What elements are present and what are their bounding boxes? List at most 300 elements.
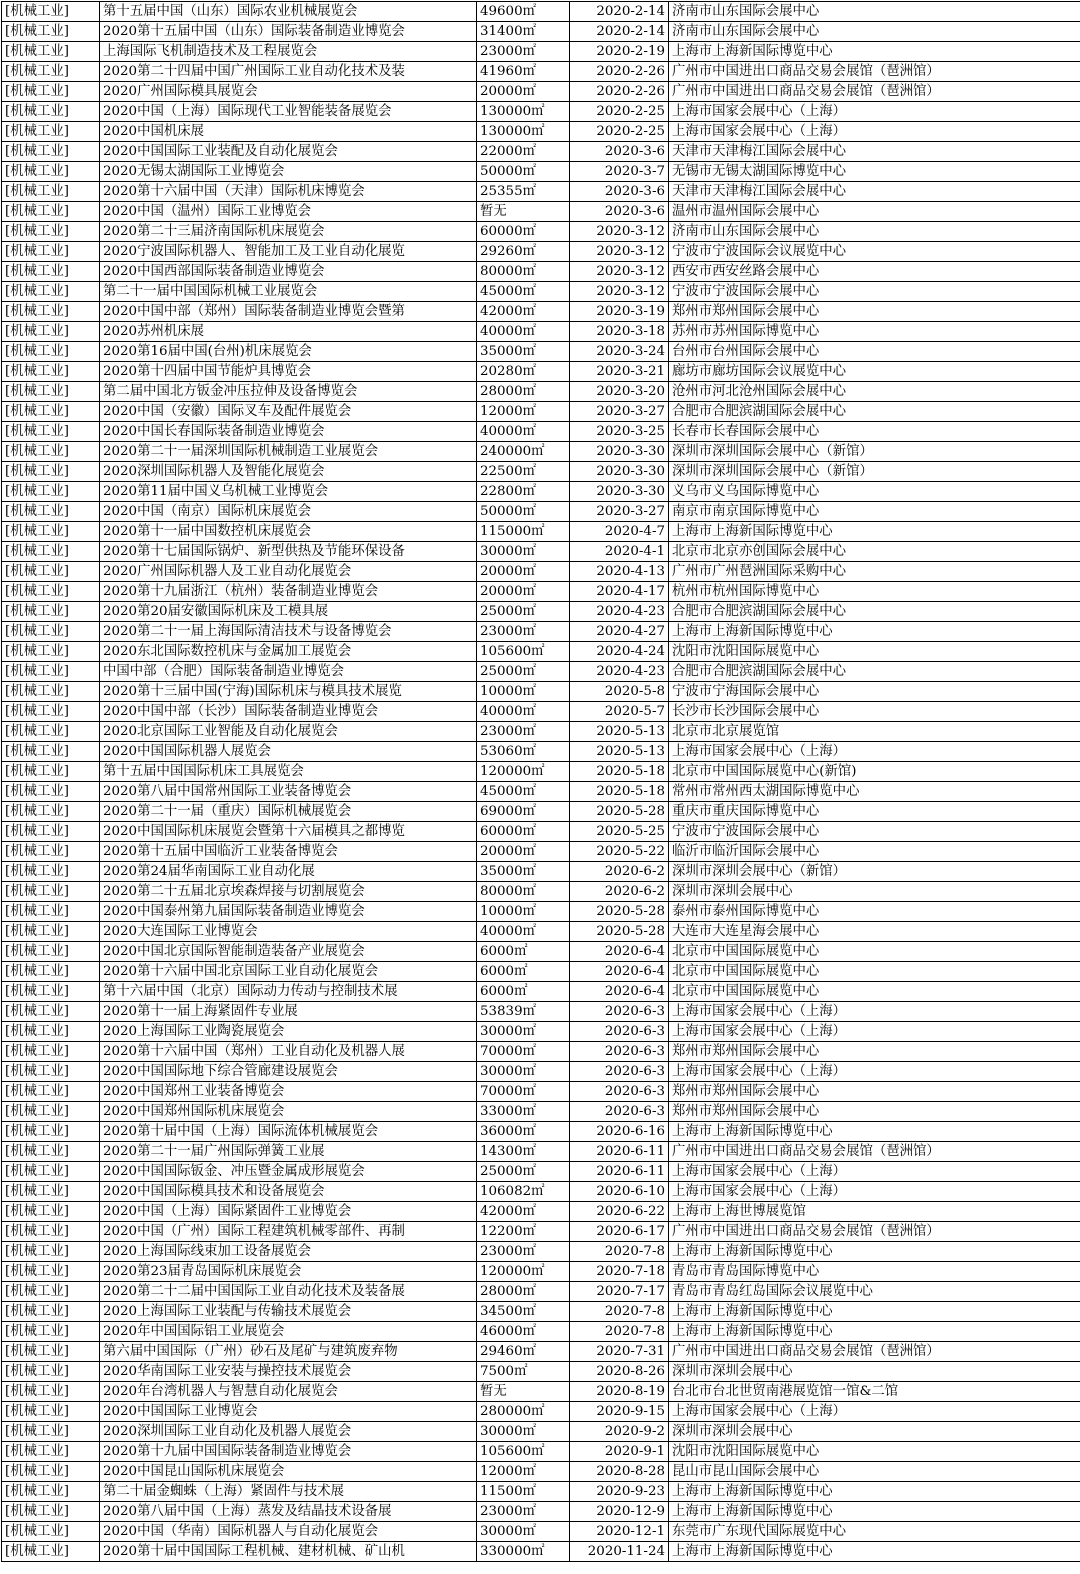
exhibition-name-cell: 2020无锡太湖国际工业博览会 (100, 162, 477, 182)
venue-cell: 广州市中国进出口商品交易会展馆（琶洲馆） (669, 1342, 1080, 1362)
venue-cell: 上海市上海新国际博览中心 (669, 622, 1080, 642)
date-cell: 2020-6-17 (570, 1222, 669, 1242)
date-cell: 2020-5-18 (570, 782, 669, 802)
venue-cell: 杭州市杭州国际博览中心 (669, 582, 1080, 602)
exhibition-name-cell: 2020第十七届国际锅炉、新型供热及节能环保设备 (100, 542, 477, 562)
category-cell: [机械工业] (2, 322, 100, 342)
exhibition-name-cell: 2020中国国际地下综合管廊建设展览会 (100, 1062, 477, 1082)
category-cell: [机械工业] (2, 1462, 100, 1482)
exhibition-name-cell: 2020中国机床展 (100, 122, 477, 142)
area-cell: 45000㎡ (477, 782, 570, 802)
category-cell: [机械工业] (2, 842, 100, 862)
table-row (2, 42, 1080, 62)
venue-cell: 广州市中国进出口商品交易会展馆（琶洲馆） (669, 82, 1080, 102)
venue-cell: 上海市国家会展中心（上海） (669, 1022, 1080, 1042)
date-cell: 2020-5-22 (570, 842, 669, 862)
venue-cell: 青岛市青岛红岛国际会议展览中心 (669, 1282, 1080, 1302)
venue-cell: 北京市北京亦创国际会展中心 (669, 542, 1080, 562)
category-cell: [机械工业] (2, 142, 100, 162)
area-cell: 12200㎡ (477, 1222, 570, 1242)
date-cell: 2020-6-11 (570, 1142, 669, 1162)
area-cell: 20000㎡ (477, 582, 570, 602)
category-cell: [机械工业] (2, 1542, 100, 1562)
area-cell: 330000㎡ (477, 1542, 570, 1562)
venue-cell: 深圳市深圳会展中心 (669, 1422, 1080, 1442)
category-cell: [机械工业] (2, 662, 100, 682)
category-cell: [机械工业] (2, 1382, 100, 1402)
exhibition-name-cell: 2020深圳国际工业自动化及机器人展览会 (100, 1422, 477, 1442)
date-cell: 2020-6-2 (570, 862, 669, 882)
table-row (2, 502, 1080, 522)
table-row (2, 842, 1080, 862)
table-row (2, 2, 1080, 22)
venue-cell: 深圳市深圳会展中心 (669, 1362, 1080, 1382)
table-row (2, 922, 1080, 942)
area-cell: 25355㎡ (477, 182, 570, 202)
category-cell: [机械工业] (2, 1302, 100, 1322)
area-cell: 33000㎡ (477, 1102, 570, 1122)
venue-cell: 义乌市义乌国际博览中心 (669, 482, 1080, 502)
area-cell: 23000㎡ (477, 722, 570, 742)
exhibition-name-cell: 2020第十一届中国数控机床展览会 (100, 522, 477, 542)
date-cell: 2020-4-7 (570, 522, 669, 542)
table-row (2, 1222, 1080, 1242)
area-cell: 23000㎡ (477, 1502, 570, 1522)
venue-cell: 天津市天津梅江国际会展中心 (669, 182, 1080, 202)
date-cell: 2020-2-25 (570, 122, 669, 142)
category-cell: [机械工业] (2, 1122, 100, 1142)
venue-cell: 上海市国家会展中心（上海） (669, 1182, 1080, 1202)
exhibition-name-cell: 2020中国国际机床展览会暨第十六届模具之都博览 (100, 822, 477, 842)
venue-cell: 长春市长春国际会展中心 (669, 422, 1080, 442)
venue-cell: 廊坊市廊坊国际会议展览中心 (669, 362, 1080, 382)
category-cell: [机械工业] (2, 602, 100, 622)
category-cell: [机械工业] (2, 882, 100, 902)
table-row (2, 202, 1080, 222)
date-cell: 2020-5-13 (570, 742, 669, 762)
area-cell: 14300㎡ (477, 1142, 570, 1162)
area-cell: 31400㎡ (477, 22, 570, 42)
date-cell: 2020-3-25 (570, 422, 669, 442)
exhibition-name-cell: 2020中国昆山国际机床展览会 (100, 1462, 477, 1482)
category-cell: [机械工业] (2, 1182, 100, 1202)
area-cell: 7500㎡ (477, 1362, 570, 1382)
table-row (2, 22, 1080, 42)
date-cell: 2020-8-19 (570, 1382, 669, 1402)
date-cell: 2020-6-3 (570, 1102, 669, 1122)
venue-cell: 广州市中国进出口商品交易会展馆（琶洲馆） (669, 62, 1080, 82)
area-cell: 53060㎡ (477, 742, 570, 762)
category-cell: [机械工业] (2, 1142, 100, 1162)
date-cell: 2020-6-22 (570, 1202, 669, 1222)
date-cell: 2020-5-13 (570, 722, 669, 742)
category-cell: [机械工业] (2, 822, 100, 842)
date-cell: 2020-4-24 (570, 642, 669, 662)
area-cell: 10000㎡ (477, 902, 570, 922)
date-cell: 2020-6-3 (570, 1082, 669, 1102)
date-cell: 2020-12-9 (570, 1502, 669, 1522)
venue-cell: 临沂市临沂国际会展中心 (669, 842, 1080, 862)
category-cell: [机械工业] (2, 2, 100, 22)
category-cell: [机械工业] (2, 722, 100, 742)
category-cell: [机械工业] (2, 442, 100, 462)
area-cell: 11500㎡ (477, 1482, 570, 1502)
area-cell: 106082㎡ (477, 1182, 570, 1202)
venue-cell: 上海市上海新国际博览中心 (669, 1122, 1080, 1142)
table-row (2, 342, 1080, 362)
table-row (2, 602, 1080, 622)
exhibition-name-cell: 2020第二十三届济南国际机床展览会 (100, 222, 477, 242)
date-cell: 2020-7-8 (570, 1242, 669, 1262)
exhibition-name-cell: 2020第八届中国常州国际工业装备博览会 (100, 782, 477, 802)
venue-cell: 泰州市泰州国际博览中心 (669, 902, 1080, 922)
exhibition-name-cell: 2020中国泰州第九届国际装备制造业博览会 (100, 902, 477, 922)
category-cell: [机械工业] (2, 522, 100, 542)
date-cell: 2020-2-14 (570, 22, 669, 42)
date-cell: 2020-3-30 (570, 482, 669, 502)
area-cell: 12000㎡ (477, 1462, 570, 1482)
venue-cell: 上海市上海新国际博览中心 (669, 522, 1080, 542)
category-cell: [机械工业] (2, 622, 100, 642)
table-row (2, 802, 1080, 822)
date-cell: 2020-3-18 (570, 322, 669, 342)
category-cell: [机械工业] (2, 942, 100, 962)
area-cell: 20280㎡ (477, 362, 570, 382)
exhibition-name-cell: 2020第十届中国（上海）国际流体机械展览会 (100, 1122, 477, 1142)
table-row (2, 762, 1080, 782)
area-cell: 53839㎡ (477, 1002, 570, 1022)
exhibition-name-cell: 2020第十六届中国（天津）国际机床博览会 (100, 182, 477, 202)
venue-cell: 青岛市青岛国际博览中心 (669, 1262, 1080, 1282)
area-cell: 120000㎡ (477, 762, 570, 782)
category-cell: [机械工业] (2, 582, 100, 602)
category-cell: [机械工业] (2, 482, 100, 502)
date-cell: 2020-4-27 (570, 622, 669, 642)
area-cell: 23000㎡ (477, 622, 570, 642)
category-cell: [机械工业] (2, 702, 100, 722)
venue-cell: 上海市上海新国际博览中心 (669, 42, 1080, 62)
category-cell: [机械工业] (2, 162, 100, 182)
exhibition-name-cell: 第十六届中国（北京）国际动力传动与控制技术展 (100, 982, 477, 1002)
exhibition-name-cell: 2020第24届华南国际工业自动化展 (100, 862, 477, 882)
category-cell: [机械工业] (2, 242, 100, 262)
category-cell: [机械工业] (2, 1102, 100, 1122)
venue-cell: 温州市温州国际会展中心 (669, 202, 1080, 222)
table-row (2, 702, 1080, 722)
exhibition-name-cell: 2020第十三届中国(宁海)国际机床与模具技术展览 (100, 682, 477, 702)
venue-cell: 沈阳市沈阳国际展览中心 (669, 1442, 1080, 1462)
exhibition-name-cell: 2020中国国际模具技术和设备展览会 (100, 1182, 477, 1202)
date-cell: 2020-3-19 (570, 302, 669, 322)
table-row (2, 242, 1080, 262)
exhibition-name-cell: 2020苏州机床展 (100, 322, 477, 342)
date-cell: 2020-5-28 (570, 922, 669, 942)
table-row (2, 1342, 1080, 1362)
area-cell: 30000㎡ (477, 1062, 570, 1082)
venue-cell: 上海市国家会展中心（上海） (669, 102, 1080, 122)
table-row (2, 1302, 1080, 1322)
date-cell: 2020-3-12 (570, 282, 669, 302)
venue-cell: 宁波市宁波国际会议展览中心 (669, 242, 1080, 262)
exhibition-name-cell: 第十五届中国（山东）国际农业机械展览会 (100, 2, 477, 22)
date-cell: 2020-6-4 (570, 962, 669, 982)
date-cell: 2020-5-28 (570, 902, 669, 922)
date-cell: 2020-3-6 (570, 202, 669, 222)
area-cell: 30000㎡ (477, 1422, 570, 1442)
table-row (2, 142, 1080, 162)
category-cell: [机械工业] (2, 902, 100, 922)
area-cell: 36000㎡ (477, 1122, 570, 1142)
category-cell: [机械工业] (2, 382, 100, 402)
date-cell: 2020-7-18 (570, 1262, 669, 1282)
exhibition-name-cell: 2020第二十二届中国国际工业自动化技术及装备展 (100, 1282, 477, 1302)
category-cell: [机械工业] (2, 802, 100, 822)
exhibition-name-cell: 2020中国中部（长沙）国际装备制造业博览会 (100, 702, 477, 722)
date-cell: 2020-3-24 (570, 342, 669, 362)
venue-cell: 沧州市河北沧州国际会展中心 (669, 382, 1080, 402)
category-cell: [机械工业] (2, 1082, 100, 1102)
category-cell: [机械工业] (2, 1062, 100, 1082)
date-cell: 2020-6-11 (570, 1162, 669, 1182)
area-cell: 34500㎡ (477, 1302, 570, 1322)
date-cell: 2020-6-10 (570, 1182, 669, 1202)
table-row (2, 1462, 1080, 1482)
exhibition-name-cell: 第二届中国北方钣金冲压拉伸及设备博览会 (100, 382, 477, 402)
venue-cell: 郑州市郑州国际会展中心 (669, 1042, 1080, 1062)
venue-cell: 天津市天津梅江国际会展中心 (669, 142, 1080, 162)
venue-cell: 深圳市深圳会展中心（新馆） (669, 862, 1080, 882)
venue-cell: 北京市中国国际展览中心 (669, 982, 1080, 1002)
area-cell: 60000㎡ (477, 222, 570, 242)
table-row (2, 582, 1080, 602)
date-cell: 2020-2-19 (570, 42, 669, 62)
exhibition-name-cell: 2020年中国国际铝工业展览会 (100, 1322, 477, 1342)
category-cell: [机械工业] (2, 302, 100, 322)
exhibition-name-cell: 2020中国郑州工业装备博览会 (100, 1082, 477, 1102)
category-cell: [机械工业] (2, 1022, 100, 1042)
area-cell: 50000㎡ (477, 162, 570, 182)
category-cell: [机械工业] (2, 1362, 100, 1382)
exhibition-table (1, 1, 1080, 1562)
category-cell: [机械工业] (2, 362, 100, 382)
exhibition-name-cell: 2020第十五届中国临沂工业装备博览会 (100, 842, 477, 862)
table-row (2, 1542, 1080, 1562)
area-cell: 22000㎡ (477, 142, 570, 162)
venue-cell: 上海市上海新国际博览中心 (669, 1542, 1080, 1562)
venue-cell: 深圳市深圳国际会展中心（新馆） (669, 442, 1080, 462)
table-row (2, 542, 1080, 562)
table-row (2, 1282, 1080, 1302)
table-row (2, 1482, 1080, 1502)
venue-cell: 广州市广州琶洲国际采购中心 (669, 562, 1080, 582)
area-cell: 42000㎡ (477, 302, 570, 322)
table-row (2, 1002, 1080, 1022)
date-cell: 2020-7-31 (570, 1342, 669, 1362)
exhibition-name-cell: 2020广州国际机器人及工业自动化展览会 (100, 562, 477, 582)
category-cell: [机械工业] (2, 1422, 100, 1442)
table-row (2, 962, 1080, 982)
venue-cell: 北京市中国国际展览中心 (669, 962, 1080, 982)
category-cell: [机械工业] (2, 122, 100, 142)
venue-cell: 深圳市深圳国际会展中心（新馆） (669, 462, 1080, 482)
category-cell: [机械工业] (2, 1502, 100, 1522)
table-row (2, 782, 1080, 802)
area-cell: 42000㎡ (477, 1202, 570, 1222)
exhibition-name-cell: 2020东北国际数控机床与金属加工展览会 (100, 642, 477, 662)
date-cell: 2020-3-20 (570, 382, 669, 402)
venue-cell: 郑州市郑州国际会展中心 (669, 302, 1080, 322)
area-cell: 25000㎡ (477, 1162, 570, 1182)
exhibition-name-cell: 中国中部（合肥）国际装备制造业博览会 (100, 662, 477, 682)
area-cell: 6000㎡ (477, 962, 570, 982)
date-cell: 2020-8-28 (570, 1462, 669, 1482)
venue-cell: 沈阳市沈阳国际展览中心 (669, 642, 1080, 662)
date-cell: 2020-7-17 (570, 1282, 669, 1302)
area-cell: 30000㎡ (477, 542, 570, 562)
category-cell: [机械工业] (2, 1482, 100, 1502)
category-cell: [机械工业] (2, 1402, 100, 1422)
venue-cell: 宁波市宁海国际会展中心 (669, 682, 1080, 702)
exhibition-name-cell: 2020中国国际机器人展览会 (100, 742, 477, 762)
exhibition-name-cell: 2020中国（广州）国际工程建筑机械零部件、再制 (100, 1222, 477, 1242)
category-cell: [机械工业] (2, 1342, 100, 1362)
venue-cell: 广州市中国进出口商品交易会展馆（琶洲馆） (669, 1222, 1080, 1242)
table-row (2, 1402, 1080, 1422)
exhibition-name-cell: 2020第十一届上海紧固件专业展 (100, 1002, 477, 1022)
exhibition-name-cell: 2020中国郑州国际机床展览会 (100, 1102, 477, 1122)
table-row (2, 362, 1080, 382)
venue-cell: 上海市国家会展中心（上海） (669, 1402, 1080, 1422)
exhibition-name-cell: 2020广州国际模具展览会 (100, 82, 477, 102)
area-cell: 20000㎡ (477, 562, 570, 582)
category-cell: [机械工业] (2, 862, 100, 882)
category-cell: [机械工业] (2, 262, 100, 282)
category-cell: [机械工业] (2, 542, 100, 562)
venue-cell: 苏州市苏州国际博览中心 (669, 322, 1080, 342)
date-cell: 2020-6-3 (570, 1002, 669, 1022)
area-cell: 12000㎡ (477, 402, 570, 422)
venue-cell: 广州市中国进出口商品交易会展馆（琶洲馆） (669, 1142, 1080, 1162)
area-cell: 23000㎡ (477, 1242, 570, 1262)
date-cell: 2020-9-15 (570, 1402, 669, 1422)
table-row (2, 422, 1080, 442)
exhibition-name-cell: 2020第二十四届中国广州国际工业自动化技术及装 (100, 62, 477, 82)
date-cell: 2020-3-27 (570, 502, 669, 522)
venue-cell: 宁波市宁波国际会展中心 (669, 822, 1080, 842)
category-cell: [机械工业] (2, 402, 100, 422)
exhibition-name-cell: 2020中国国际工业装配及自动化展览会 (100, 142, 477, 162)
table-row (2, 1442, 1080, 1462)
table-row (2, 862, 1080, 882)
venue-cell: 济南市山东国际会展中心 (669, 22, 1080, 42)
venue-cell: 大连市大连星海会展中心 (669, 922, 1080, 942)
table-row (2, 442, 1080, 462)
exhibition-name-cell: 2020第八届中国（上海）蒸发及结晶技术设备展 (100, 1502, 477, 1522)
category-cell: [机械工业] (2, 1222, 100, 1242)
area-cell: 46000㎡ (477, 1322, 570, 1342)
category-cell: [机械工业] (2, 1522, 100, 1542)
category-cell: [机械工业] (2, 1002, 100, 1022)
area-cell: 115000㎡ (477, 522, 570, 542)
category-cell: [机械工业] (2, 922, 100, 942)
exhibition-name-cell: 第二十一届中国国际机械工业展览会 (100, 282, 477, 302)
date-cell: 2020-9-2 (570, 1422, 669, 1442)
table-row (2, 622, 1080, 642)
venue-cell: 长沙市长沙国际会展中心 (669, 702, 1080, 722)
table-row (2, 302, 1080, 322)
area-cell: 105600㎡ (477, 1442, 570, 1462)
area-cell: 80000㎡ (477, 882, 570, 902)
category-cell: [机械工业] (2, 642, 100, 662)
table-row (2, 1382, 1080, 1402)
venue-cell: 上海市国家会展中心（上海） (669, 122, 1080, 142)
area-cell: 10000㎡ (477, 682, 570, 702)
venue-cell: 上海市国家会展中心（上海） (669, 1162, 1080, 1182)
area-cell: 60000㎡ (477, 822, 570, 842)
category-cell: [机械工业] (2, 422, 100, 442)
exhibition-name-cell: 2020中国（温州）国际工业博览会 (100, 202, 477, 222)
date-cell: 2020-3-7 (570, 162, 669, 182)
venue-cell: 上海市上海世博展览馆 (669, 1202, 1080, 1222)
table-row (2, 522, 1080, 542)
exhibition-name-cell: 2020中国长春国际装备制造业博览会 (100, 422, 477, 442)
area-cell: 35000㎡ (477, 342, 570, 362)
category-cell: [机械工业] (2, 1282, 100, 1302)
date-cell: 2020-6-3 (570, 1062, 669, 1082)
table-row (2, 1522, 1080, 1542)
category-cell: [机械工业] (2, 982, 100, 1002)
table-row (2, 642, 1080, 662)
table-row (2, 742, 1080, 762)
venue-cell: 无锡市无锡太湖国际博览中心 (669, 162, 1080, 182)
date-cell: 2020-6-3 (570, 1042, 669, 1062)
date-cell: 2020-11-24 (570, 1542, 669, 1562)
date-cell: 2020-6-4 (570, 982, 669, 1002)
venue-cell: 济南市山东国际会展中心 (669, 2, 1080, 22)
table-row (2, 722, 1080, 742)
exhibition-name-cell: 2020中国北京国际智能制造装备产业展览会 (100, 942, 477, 962)
date-cell: 2020-6-2 (570, 882, 669, 902)
table-row (2, 1422, 1080, 1442)
area-cell: 35000㎡ (477, 862, 570, 882)
exhibition-name-cell: 2020北京国际工业智能及自动化展览会 (100, 722, 477, 742)
category-cell: [机械工业] (2, 682, 100, 702)
exhibition-name-cell: 2020中国国际工业博览会 (100, 1402, 477, 1422)
category-cell: [机械工业] (2, 182, 100, 202)
exhibition-name-cell: 2020中国（上海）国际现代工业智能装备展览会 (100, 102, 477, 122)
table-row (2, 462, 1080, 482)
category-cell: [机械工业] (2, 1262, 100, 1282)
table-row (2, 382, 1080, 402)
exhibition-name-cell: 2020第二十一届广州国际弹簧工业展 (100, 1142, 477, 1162)
table-row (2, 282, 1080, 302)
exhibition-name-cell: 第六届中国国际（广州）砂石及尾矿与建筑废弃物 (100, 1342, 477, 1362)
exhibition-name-cell: 2020上海国际工业装配与传输技术展览会 (100, 1302, 477, 1322)
exhibition-name-cell: 2020第20届安徽国际机床及工模具展 (100, 602, 477, 622)
date-cell: 2020-5-8 (570, 682, 669, 702)
table-row (2, 1162, 1080, 1182)
area-cell: 80000㎡ (477, 262, 570, 282)
date-cell: 2020-3-21 (570, 362, 669, 382)
category-cell: [机械工业] (2, 1322, 100, 1342)
category-cell: [机械工业] (2, 502, 100, 522)
date-cell: 2020-3-27 (570, 402, 669, 422)
table-row (2, 1042, 1080, 1062)
exhibition-name-cell: 2020中国西部国际装备制造业博览会 (100, 262, 477, 282)
area-cell: 暂无 (477, 1382, 570, 1402)
date-cell: 2020-3-12 (570, 262, 669, 282)
exhibition-name-cell: 2020第16届中国(台州)机床展览会 (100, 342, 477, 362)
